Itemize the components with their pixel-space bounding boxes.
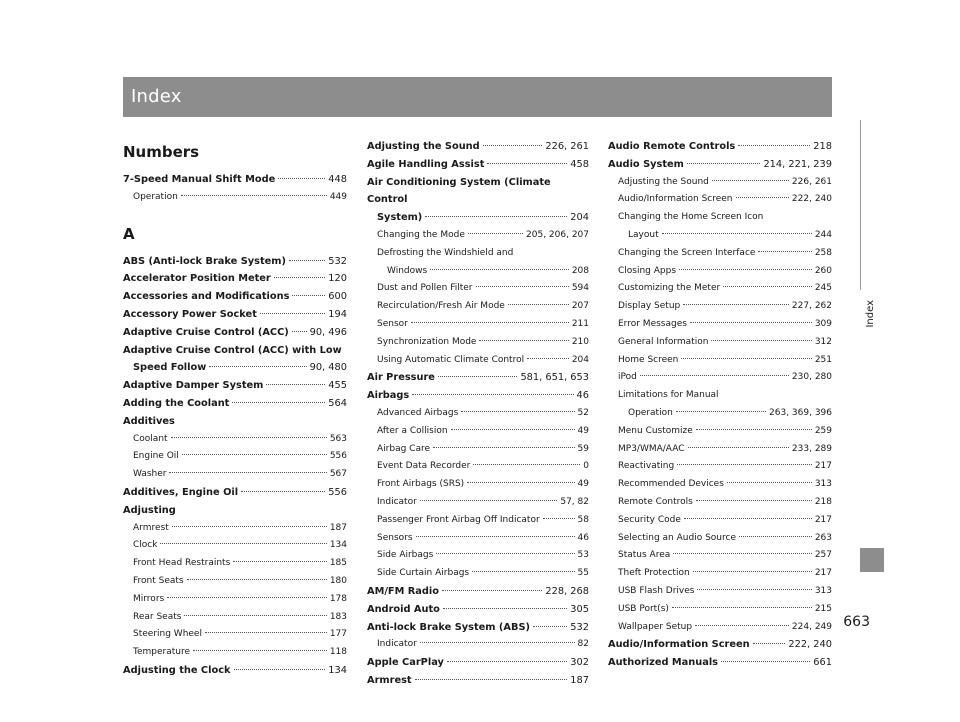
index-subentry[interactable]: Theft Protection 217 <box>618 568 832 579</box>
index-entry[interactable]: 7-Speed Manual Shift Mode 448 <box>123 174 347 185</box>
index-entry[interactable]: Armrest 187 <box>367 674 589 686</box>
index-column-1 <box>123 138 347 680</box>
index-entry[interactable]: Audio/Information Screen 222, 240 <box>608 639 832 651</box>
index-subentry[interactable]: Remote Controls 218 <box>618 496 832 507</box>
index-entry[interactable]: Accessories and Modifications 600 <box>123 291 347 303</box>
index-subentry[interactable]: USB Flash Drives 313 <box>618 585 832 596</box>
index-entry[interactable]: Adaptive Damper System 455 <box>123 380 347 392</box>
index-entry-heading: Additives <box>123 415 175 427</box>
index-subentry[interactable]: Passenger Front Airbag Off Indicator 58 <box>377 514 589 525</box>
index-subentry[interactable]: Airbag Care 59 <box>377 443 589 454</box>
index-subentry[interactable]: MP3/WMA/AAC 233, 289 <box>618 443 832 454</box>
section-heading-a: A <box>123 224 135 243</box>
index-subentry[interactable]: Engine Oil 556 <box>133 451 347 462</box>
index-entry[interactable]: Adding the Coolant 564 <box>123 397 347 409</box>
index-entry[interactable]: Audio Remote Controls 218 <box>608 141 832 152</box>
index-subentry[interactable]: Side Airbags 53 <box>377 550 589 561</box>
index-subentry[interactable]: Operation 449 <box>133 191 347 202</box>
index-subentry[interactable]: Temperature 118 <box>133 647 347 658</box>
index-subentry[interactable]: General Information 312 <box>618 336 832 347</box>
index-entry[interactable]: System) 204 <box>377 212 589 224</box>
index-subentry[interactable]: Sensors 46 <box>377 532 589 543</box>
index-subentry[interactable]: Reactivating 217 <box>618 461 832 472</box>
index-subentry[interactable]: Synchronization Mode 210 <box>377 336 589 347</box>
index-subentry[interactable]: Front Airbags (SRS) 49 <box>377 479 589 490</box>
index-entry[interactable]: Anti-lock Brake System (ABS) 532 <box>367 621 589 633</box>
side-tab-label: Index <box>865 300 876 328</box>
index-subentry[interactable]: Indicator 82 <box>377 639 589 650</box>
index-subentry[interactable]: Armrest 187 <box>133 522 347 533</box>
index-subentry[interactable]: Using Automatic Climate Control 204 <box>377 354 589 365</box>
index-entry-heading: Adjusting <box>123 504 176 516</box>
index-subentry[interactable]: After a Collision 49 <box>377 425 589 436</box>
index-subentry[interactable]: Front Seats 180 <box>133 575 347 586</box>
index-subentry[interactable]: Clock 134 <box>133 540 347 551</box>
side-tab-marker <box>860 548 884 572</box>
index-subentry-line1: Changing the Home Screen Icon <box>618 212 764 223</box>
index-subentry[interactable]: Home Screen 251 <box>618 354 832 365</box>
index-subentry[interactable]: Error Messages 309 <box>618 318 832 329</box>
index-subentry[interactable]: Closing Apps 260 <box>618 265 832 276</box>
index-subentry[interactable]: Front Head Restraints 185 <box>133 558 347 569</box>
side-tab <box>860 120 885 328</box>
index-subentry[interactable]: Status Area 257 <box>618 550 832 561</box>
index-subentry[interactable]: Layout 244 <box>628 229 832 240</box>
index-subentry-line1: Defrosting the Windshield and <box>377 247 514 258</box>
index-entry-line1: Adaptive Cruise Control (ACC) with Low <box>123 344 342 356</box>
index-entry-line1: Air Conditioning System (Climate Control <box>367 176 551 206</box>
index-entry[interactable]: Adaptive Cruise Control (ACC) 90, 496 <box>123 326 347 338</box>
page-number: 663 <box>843 614 870 630</box>
section-heading-numbers: Numbers <box>123 143 200 161</box>
index-subentry[interactable]: Changing the Screen Interface 258 <box>618 247 832 258</box>
index-subentry[interactable]: Recirculation/Fresh Air Mode 207 <box>377 301 589 312</box>
index-subentry[interactable]: USB Port(s) 215 <box>618 603 832 614</box>
index-entry[interactable]: Airbags 46 <box>367 390 589 402</box>
index-subentry[interactable]: Menu Customize 259 <box>618 425 832 436</box>
index-column-3 <box>608 138 832 672</box>
index-subentry[interactable]: Changing the Mode 205, 206, 207 <box>377 229 589 240</box>
index-column-2 <box>367 138 589 690</box>
index-subentry[interactable]: iPod 230, 280 <box>618 372 832 383</box>
index-entry[interactable]: Accessory Power Socket 194 <box>123 308 347 320</box>
index-entry[interactable]: Speed Follow 90, 480 <box>133 362 347 374</box>
index-subentry[interactable]: Advanced Airbags 52 <box>377 407 589 418</box>
index-subentry[interactable]: Audio/Information Screen 222, 240 <box>618 194 832 205</box>
index-entry[interactable]: Additives, Engine Oil 556 <box>123 486 347 498</box>
index-subentry[interactable]: Security Code 217 <box>618 514 832 525</box>
index-subentry-line1: Limitations for Manual <box>618 390 719 401</box>
index-entry[interactable]: Agile Handling Assist 458 <box>367 158 589 170</box>
index-subentry[interactable]: Adjusting the Sound 226, 261 <box>618 176 832 187</box>
index-subentry[interactable]: Display Setup 227, 262 <box>618 301 832 312</box>
index-subentry[interactable]: Washer 567 <box>133 469 347 480</box>
index-entry[interactable]: AM/FM Radio 228, 268 <box>367 585 589 597</box>
index-subentry[interactable]: Customizing the Meter 245 <box>618 283 832 294</box>
index-subentry[interactable]: Side Curtain Airbags 55 <box>377 568 589 579</box>
index-subentry[interactable]: Windows 208 <box>387 265 589 276</box>
index-entry[interactable]: Android Auto 305 <box>367 603 589 615</box>
index-subentry[interactable]: Steering Wheel 177 <box>133 629 347 640</box>
index-subentry[interactable]: Event Data Recorder 0 <box>377 461 589 472</box>
index-banner <box>123 77 832 117</box>
index-subentry[interactable]: Indicator 57, 82 <box>377 496 589 507</box>
index-entry[interactable]: ABS (Anti-lock Brake System) 532 <box>123 255 347 267</box>
page-title: Index <box>131 86 182 107</box>
index-entry[interactable]: Adjusting the Clock 134 <box>123 664 347 676</box>
index-entry[interactable]: Authorized Manuals 661 <box>608 657 832 669</box>
index-subentry[interactable]: Sensor 211 <box>377 318 589 329</box>
index-subentry[interactable]: Coolant 563 <box>133 433 347 444</box>
index-subentry[interactable]: Operation 263, 369, 396 <box>628 407 832 418</box>
index-subentry[interactable]: Rear Seats 183 <box>133 611 347 622</box>
index-entry[interactable]: Accelerator Position Meter 120 <box>123 273 347 285</box>
index-entry[interactable]: Audio System 214, 221, 239 <box>608 158 832 170</box>
index-subentry[interactable]: Recommended Devices 313 <box>618 479 832 490</box>
index-subentry[interactable]: Dust and Pollen Filter 594 <box>377 283 589 294</box>
index-subentry[interactable]: Wallpaper Setup 224, 249 <box>618 621 832 632</box>
index-subentry[interactable]: Selecting an Audio Source 263 <box>618 532 832 543</box>
index-entry[interactable]: Air Pressure 581, 651, 653 <box>367 372 589 384</box>
index-entry[interactable]: Adjusting the Sound 226, 261 <box>367 141 589 152</box>
index-subentry[interactable]: Mirrors 178 <box>133 593 347 604</box>
index-entry[interactable]: Apple CarPlay 302 <box>367 657 589 669</box>
